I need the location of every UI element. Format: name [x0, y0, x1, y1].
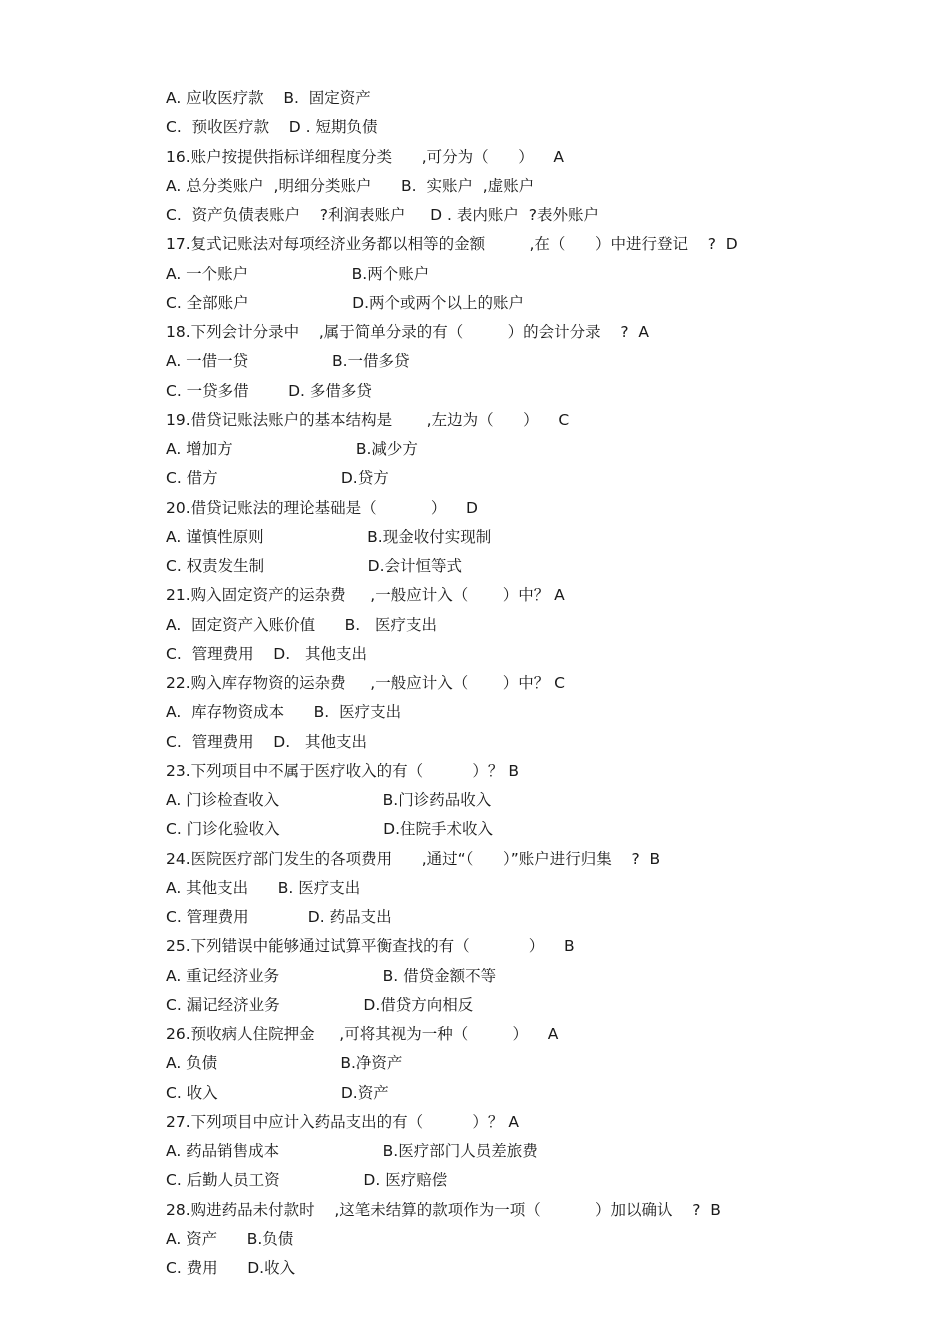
text-line: C. 后勤人员工资 D. 医疗赔偿	[166, 1171, 448, 1190]
text-line: 17.复式记账法对每项经济业务都以相等的金额 ,在（ ）中进行登记 ? D	[166, 235, 738, 254]
text-line: C. 全部账户 D.两个或两个以上的账户	[166, 293, 525, 312]
text-line: C. 权责发生制 D.会计恒等式	[166, 557, 463, 575]
text-line: 22.购入库存物资的运杂费 ,一般应计入（ ）中？ C	[166, 674, 565, 692]
text-line: A. 负债 B.净资产	[166, 1054, 403, 1073]
text-line: A. 总分类账户 ,明细分类账户 B. 实账户 ,虚账户	[166, 176, 535, 195]
text-line: C. 门诊化验收入 D.住院手术收入	[166, 820, 494, 839]
text-line: 18.下列会计分录中 ,属于简单分录的有（ ）的会计分录 ? A	[166, 323, 650, 341]
text-line: C. 管理费用 D. 其他支出	[166, 732, 367, 751]
text-line: C. 一贷多借 D. 多借多贷	[166, 381, 372, 400]
text-line: 24.医院医疗部门发生的各项费用 ,通过“（ ）”账户进行归集 ? B	[166, 849, 661, 868]
text-line: C. 漏记经济业务 D.借贷方向相反	[166, 995, 474, 1014]
text-line: C. 收入 D.资产	[166, 1083, 389, 1102]
text-line: A. 资产 B.负债	[166, 1229, 294, 1248]
text-line: 27.下列项目中应计入药品支出的有（ ）？ A	[166, 1112, 519, 1131]
text-line: A. 其他支出 B. 医疗支出	[166, 878, 361, 897]
text-line: C. 预收医疗款 D . 短期负债	[166, 118, 378, 137]
text-line: A. 固定资产入账价值 B. 医疗支出	[166, 615, 438, 634]
text-line: 21.购入固定资产的运杂费 ,一般应计入（ ）中？ A	[166, 586, 565, 605]
text-line: C. 管理费用 D. 药品支出	[166, 908, 392, 926]
text-line: A. 一个账户 B.两个账户	[166, 264, 430, 283]
text-line: 20.借贷记账法的理论基础是（ ） D	[166, 498, 478, 517]
text-line: C. 资产负债表账户 ?利润表账户 D . 表内账户 ?表外账户	[166, 206, 599, 224]
text-line: 23.下列项目中不属于医疗收入的有（ ）？ B	[166, 761, 519, 780]
text-line: 28.购进药品未付款时 ,这笔未结算的款项作为一项（ ）加以确认 ? B	[166, 1200, 721, 1219]
text-line: A. 门诊检查收入 B.门诊药品收入	[166, 791, 492, 809]
text-line: A. 增加方 B.减少方	[166, 440, 418, 458]
text-line: 19.借贷记账法账户的基本结构是 ,左边为（ ） C	[166, 410, 570, 429]
text-line: A. 重记经济业务 B. 借贷金额不等	[166, 966, 497, 985]
text-line: A. 应收医疗款 B. 固定资产	[166, 89, 371, 107]
text-line: A. 谨慎性原则 B.现金收付实现制	[166, 527, 492, 546]
text-line: 16.账户按提供指标详细程度分类 ,可分为（ ） A	[166, 147, 565, 166]
text-line: A. 药品销售成本 B.医疗部门人员差旅费	[166, 1142, 538, 1160]
text-line: C. 费用 D.收入	[166, 1259, 296, 1277]
text-line: C. 借方 D.贷方	[166, 469, 389, 488]
text-line: 25.下列错误中能够通过试算平衡查找的有（ ） B	[166, 937, 575, 956]
text-line: C. 管理费用 D. 其他支出	[166, 644, 367, 663]
text-line: 26.预收病人住院押金 ,可将其视为一种（ ） A	[166, 1025, 559, 1043]
text-line: A. 库存物资成本 B. 医疗支出	[166, 703, 402, 722]
text-line: A. 一借一贷 B.一借多贷	[166, 352, 410, 371]
